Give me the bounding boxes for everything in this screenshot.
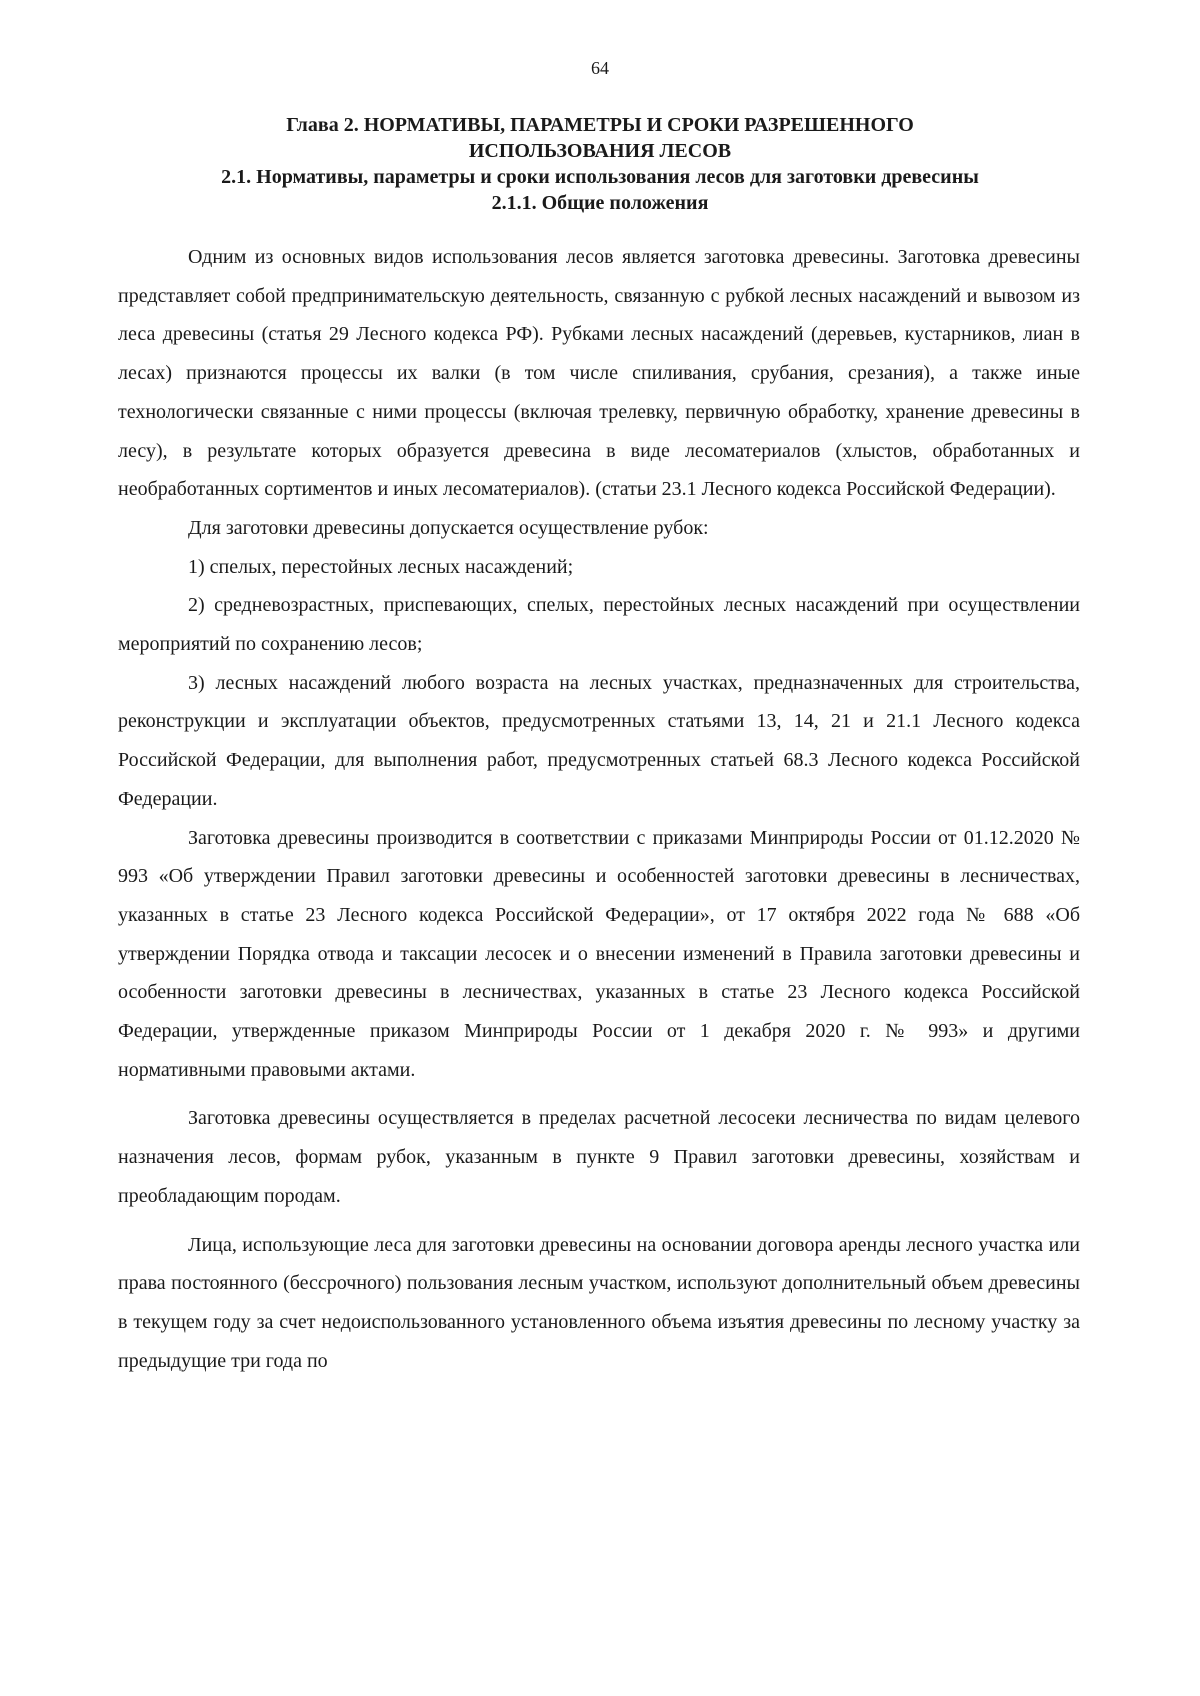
paragraph-intro: Одним из основных видов использования лесов является заготовка древесины. Заготовка древесины представляет собой предпринимательскую деятельность, связанную с рубкой лесных насаждений и вывозом из леса древесины (статья 29 Лесного кодекса РФ). Рубками лесных насаждений (деревьев, кустарников, лиан в лесах) признаются процессы их валки (в том числе спиливания, срубания, срезания), а также иные технологически связанные с ними процессы (включая трелевку, первичную обработку, хранение древесины в лесу), в результате которых образуется древесина в виде лесоматериалов (хлыстов, обработанных и необработанных сортиментов и иных лесоматериалов). (статьи 23.1 Лесного кодекса Российской Федерации). (118, 246, 1080, 501)
chapter-title-line-1: Глава 2. НОРМАТИВЫ, ПАРАМЕТРЫ И СРОКИ РАЗРЕШЕННОГО (286, 114, 914, 136)
paragraph-orders: Заготовка древесины производится в соответствии с приказами Минприроды России от 01.12.2020 № 993 «Об утверждении Правил заготовки древесины и особенностей заготовки древесины в лесничествах, указанных в статье 23 Лесного кодекса Российской Федерации», от 17 октября 2022 года № 688 «Об утверждении Порядка отвода и таксации лесосек и о внесении изменений в Правила заготовки древесины и особенности заготовки древесины в лесничествах, указанных в статье 23 Лесного кодекса Российской Федерации, утвержденные приказом Минприроды России от 1 декабря 2020 г. № 993» и другими нормативными правовыми актами. (118, 826, 1080, 1081)
paragraph-allowed-fellings: Для заготовки древесины допускается осуществление рубок: (188, 516, 709, 539)
body-text (118, 238, 1080, 1380)
chapter-title-line-2: ИСПОЛЬЗОВАНИЯ ЛЕСОВ (468, 140, 732, 162)
paragraph-allowable-cut: Заготовка древесины осуществляется в пределах расчетной лесосеки лесничества по видам целевого назначения лесов, формам рубок, указанным в пункте 9 Правил заготовки древесины, хозяйствам и преобладающим породам. (118, 1107, 1080, 1207)
list-item-3: 3) лесных насаждений любого возраста на лесных участках, предназначенных для строительства, реконструкции и эксплуатации объектов, предусмотренных статьями 13, 14, 21 и 21.1 Лесного кодекса Российской Федерации, для выполнения работ, предусмотренных статьей 68.3 Лесного кодекса Российской Федерации. (118, 671, 1080, 810)
section-title: 2.1. Нормативы, параметры и сроки использования лесов для заготовки древесины (221, 166, 979, 188)
list-item-1: 1) спелых, перестойных лесных насаждений; (188, 555, 574, 578)
list-item-2: 2) средневозрастных, приспевающих, спелых, перестойных лесных насаждений при осуществлении мероприятий по сохранению лесов; (118, 594, 1080, 656)
heading-block (110, 112, 1090, 216)
paragraph-additional-volume: Лица, использующие леса для заготовки древесины на основании договора аренды лесного участка или права постоянного (бессрочного) пользования лесным участком, используют дополнительный объем древесины в текущем году за счет недоиспользованного установленного объема изъятия древесины по лесному участку за предыдущие три года по (118, 1233, 1080, 1372)
page-number: 64 (591, 58, 609, 78)
subsection-title: 2.1.1. Общие положения (491, 192, 709, 214)
